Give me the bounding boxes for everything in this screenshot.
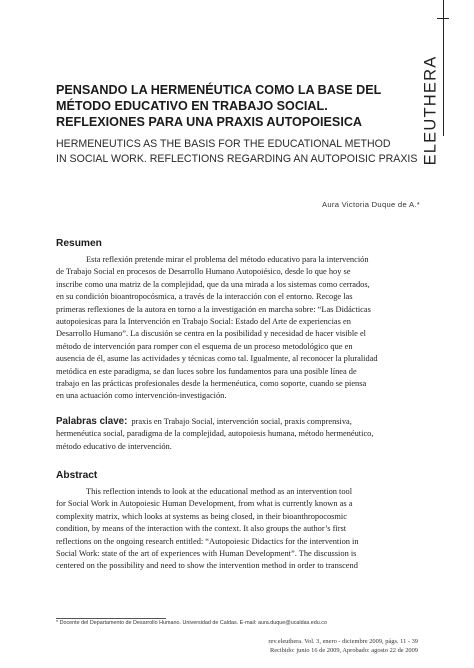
keywords-text: praxis en Trabajo Social, intervención social, praxis comprensiva,	[131, 417, 352, 426]
colophon-dates: Recibido: junio 16 de 2009, Aprobado: agosto 22 de 2009	[269, 647, 418, 654]
abstract-line: centered on the possibility and need to show the intervention method in order to transcend	[56, 561, 358, 571]
resumen-line: en su condición bioantropocósmica, a través de la interacción con el entorno. Recoge las	[56, 292, 353, 302]
footnote-divider	[56, 618, 166, 619]
keywords-first-line	[56, 416, 420, 428]
resumen-heading: Resumen	[56, 238, 102, 249]
author-name: Aura Victoria Duque de A.*	[322, 200, 420, 209]
resumen-line: Desarrollo Humano”. La discusión se centra en la posibilidad y necesidad de hacer visible el	[56, 329, 367, 339]
subtitle-line: HERMENEUTICS AS THE BASIS FOR THE EDUCATIONAL METHOD	[56, 138, 391, 150]
keywords-line: hermenéutica social, paradigma de la complejidad, autopoiesis humana, método hermenéutico,	[56, 429, 374, 439]
abstract-line: reflections on the ongoing research entitled: “Autopoiesic Didactics for the intervention in	[56, 536, 359, 546]
title-line: PENSANDO LA HERMENÉUTICA COMO LA BASE DEL	[56, 83, 382, 97]
subtitle-line: IN SOCIAL WORK. REFLECTIONS REGARDING AN AUTOPOISIC PRAXIS	[56, 153, 418, 165]
resumen-line: primeras reflexiones de la autora en torno a la investigación en marcha sobre: “Las Didácticas	[56, 304, 371, 314]
resumen-line: trabajo en las prácticas profesionales desde la hermenéutica, como soporte, cuando se piensa	[56, 379, 367, 389]
publication-colophon	[268, 637, 418, 655]
resumen-body	[56, 254, 420, 403]
header-vertical-rule	[443, 0, 444, 136]
abstract-line: This reflection intends to look at the educational method as an intervention tool	[86, 487, 353, 496]
resumen-line: inscribe como una matriz de la complejidad, que da una mirada a los sistemas como cerrados,	[56, 279, 370, 289]
abstract-line: condition, by means of the interaction with the context. It also groups the author’s first	[56, 524, 347, 534]
title-line: MÉTODO EDUCATIVO EN TRABAJO SOCIAL.	[56, 99, 328, 113]
article-subtitle-english	[56, 137, 416, 167]
journal-name: ELEUTHERA	[421, 55, 440, 165]
abstract-heading: Abstract	[56, 470, 98, 481]
abstract-line: Social Work: state of the art of experiences with Human Development”. The discussion is	[56, 549, 357, 559]
resumen-line: en una actuación como intervención-investigación.	[56, 391, 227, 401]
abstract-body	[56, 486, 420, 573]
resumen-line: ausencia de él, asume las actividades y técnicas como tal. Igualmente, al reconocer la pluralidad	[56, 354, 378, 364]
resumen-line: de Trabajo Social en procesos de Desarrollo Humano Autopoiésico, desde lo que hoy se	[56, 267, 351, 277]
title-line: REFLEXIONES PARA UNA PRAXIS AUTOPOIESICA	[56, 115, 363, 129]
article-title	[56, 82, 416, 130]
colophon-citation: rev.eleuthera. Vol. 3, enero - diciembre 2009, págs. 11 - 39	[268, 638, 418, 645]
resumen-line: autopoiesicas para la Intervención en Trabajo Social: Estado del Arte de experiencias en	[56, 317, 351, 327]
journal-vertical-name	[421, 55, 441, 165]
keywords-label: Palabras clave:	[56, 416, 128, 427]
keywords-block	[56, 416, 420, 453]
abstract-line: complexity matrix, which looks at systems as being closed, in their bioanthropocosmic	[56, 511, 347, 521]
resumen-line: método de intervención para romper con el esquema de un proceso metodológico que en	[56, 341, 353, 351]
resumen-line: Esta reflexión pretende mirar el problema del método educativo para la intervención	[86, 255, 369, 264]
author-footnote: * Docente del Departamento de Desarrollo Humano. Universidad de Caldas. E-mail: aura.duque@ucaldas.edu.co	[56, 620, 327, 626]
keywords-line: método educativo de intervención.	[56, 441, 172, 451]
resumen-line: metódica en este paradigma, se dan luces sobre los fundamentos para una posible línea de	[56, 366, 357, 376]
abstract-line: for Social Work in Autopoiesic Human Development, from what is currently known as a	[56, 499, 353, 509]
